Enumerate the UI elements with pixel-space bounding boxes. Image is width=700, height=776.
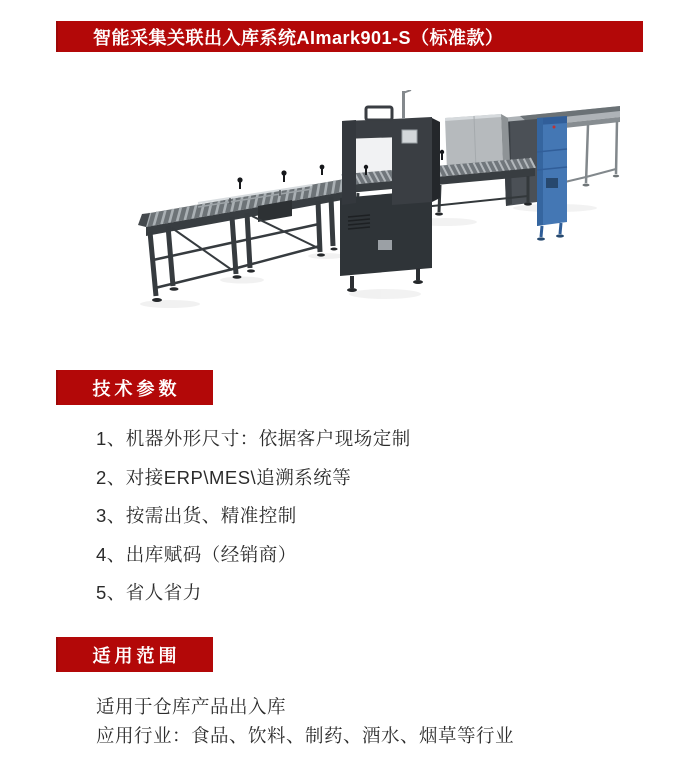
- scope-line: 应用行业：食品、饮料、制药、酒水、烟草等行业: [96, 725, 515, 746]
- scope-heading-label: 适用范围: [92, 645, 181, 666]
- labeling-machine-blue: [537, 116, 567, 241]
- product-photo-illustration: [80, 90, 620, 320]
- tech-param-item: 3、按需出货、精准控制: [96, 505, 297, 526]
- tech-param-item: 5、省人省力: [96, 582, 202, 603]
- gantry-scanner: [340, 90, 440, 292]
- tech-params-heading-label: 技术参数: [92, 378, 181, 399]
- section-heading-scope: [56, 637, 213, 672]
- top-handle: [366, 107, 392, 120]
- section-heading-tech-params: [56, 370, 213, 405]
- tech-params-list: [96, 429, 411, 622]
- signal-pole: [402, 91, 405, 119]
- page-title: 智能采集关联出入库系统AImark901-S（标准款）: [93, 27, 504, 48]
- tech-param-item: 2、对接ERP\MES\追溯系统等: [96, 466, 352, 488]
- tech-param-item: 1、机器外形尺寸：依据客户现场定制: [96, 428, 411, 449]
- scope-text: [96, 692, 514, 750]
- scope-line: 适用于仓库产品出入库: [96, 696, 287, 717]
- page-title-banner: [56, 21, 643, 52]
- product-photo: [80, 90, 620, 320]
- tech-param-item: 4、出库赋码（经销商）: [96, 543, 297, 565]
